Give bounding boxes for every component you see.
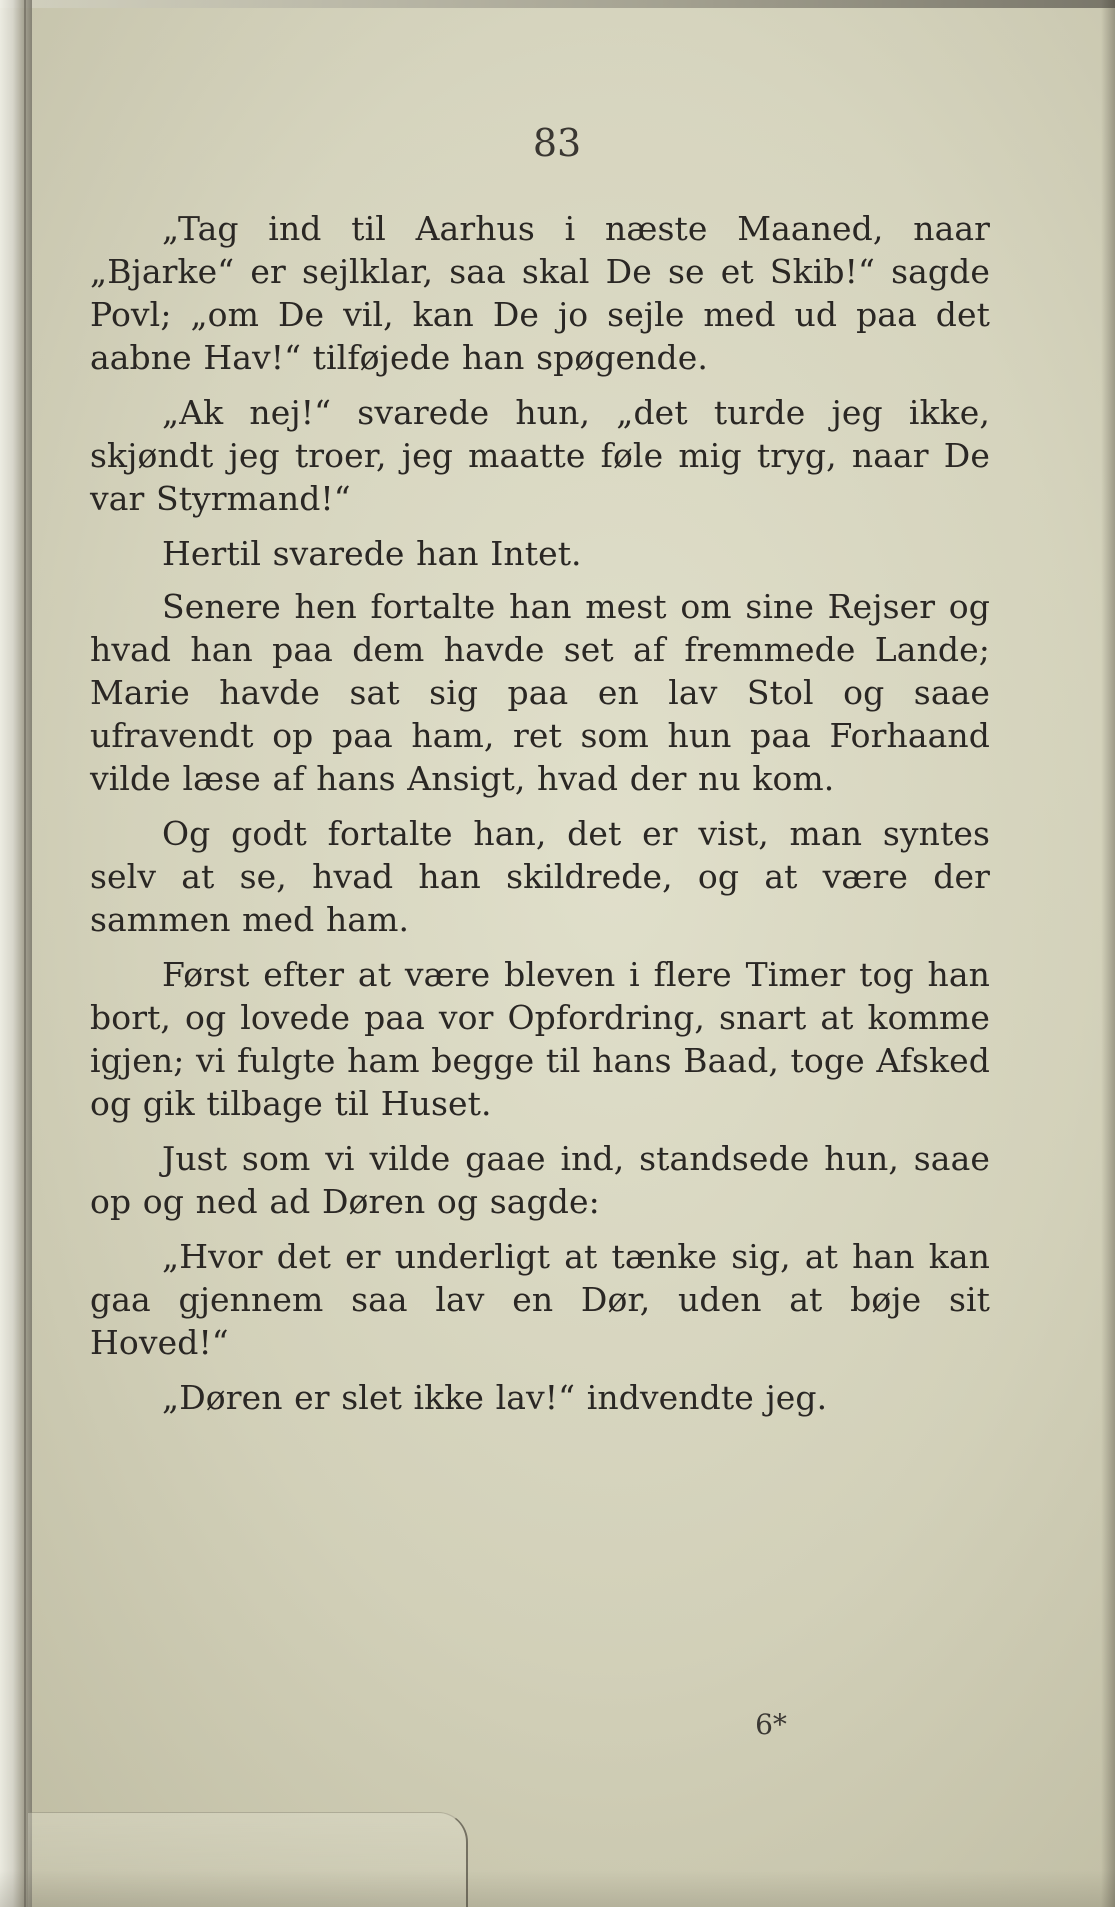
paragraph-2: „Ak nej!“ svarede hun, „det turde jeg ikke, skjøndt jeg troer, jeg maatte føle mig tryg, naar De var Styrmand!“ xyxy=(90,393,990,518)
paragraph-1: „Tag ind til Aarhus i næste Maaned, naar „Bjarke“ er sejlklar, saa skal De se et Skib!“ sagde Povl; „om De vil, kan De jo sejle med ud paa det aabne Hav!“ tilføjede han spøgende. xyxy=(90,209,990,377)
paragraph-4: Senere hen fortalte han mest om sine Rejser og hvad han paa dem havde set af fremmede Lande; Marie havde sat sig paa en lav Stol og saae ufravendt op paa ham, ret som hun paa Forhaand vilde læse af hans Ansigt, hvad der nu kom. xyxy=(90,587,990,798)
page-number: 83 xyxy=(532,121,582,165)
spine-fold-line xyxy=(24,0,26,1907)
signature-mark: 6* xyxy=(755,1708,787,1741)
page-text xyxy=(90,207,990,1429)
left-spine xyxy=(0,0,32,1907)
paragraph-9: „Døren er slet ikke lav!“ indvendte jeg. xyxy=(162,1378,828,1417)
paragraph-5: Og godt fortalte han, det er vist, man syntes selv at se, hvad han skildrede, og at være der sammen med ham. xyxy=(90,814,990,939)
bottom-shadow xyxy=(0,1870,1115,1907)
right-edge-shadow xyxy=(1101,0,1115,1907)
paragraph-8: „Hvor det er underligt at tænke sig, at han kan gaa gjennem saa lav en Dør, uden at bøje sit Hoved!“ xyxy=(90,1237,990,1362)
paragraph-7: Just som vi vilde gaae ind, standsede hun, saae op og ned ad Døren og sagde: xyxy=(90,1139,990,1221)
top-page-edge xyxy=(0,0,1115,8)
paragraph-6: Først efter at være bleven i flere Timer tog han bort, og lovede paa vor Opfordring, snart at komme igjen; vi fulgte ham begge til hans Baad, toge Afsked og gik tilbage til Huset. xyxy=(90,955,990,1123)
paragraph-3: Hertil svarede han Intet. xyxy=(162,534,582,573)
